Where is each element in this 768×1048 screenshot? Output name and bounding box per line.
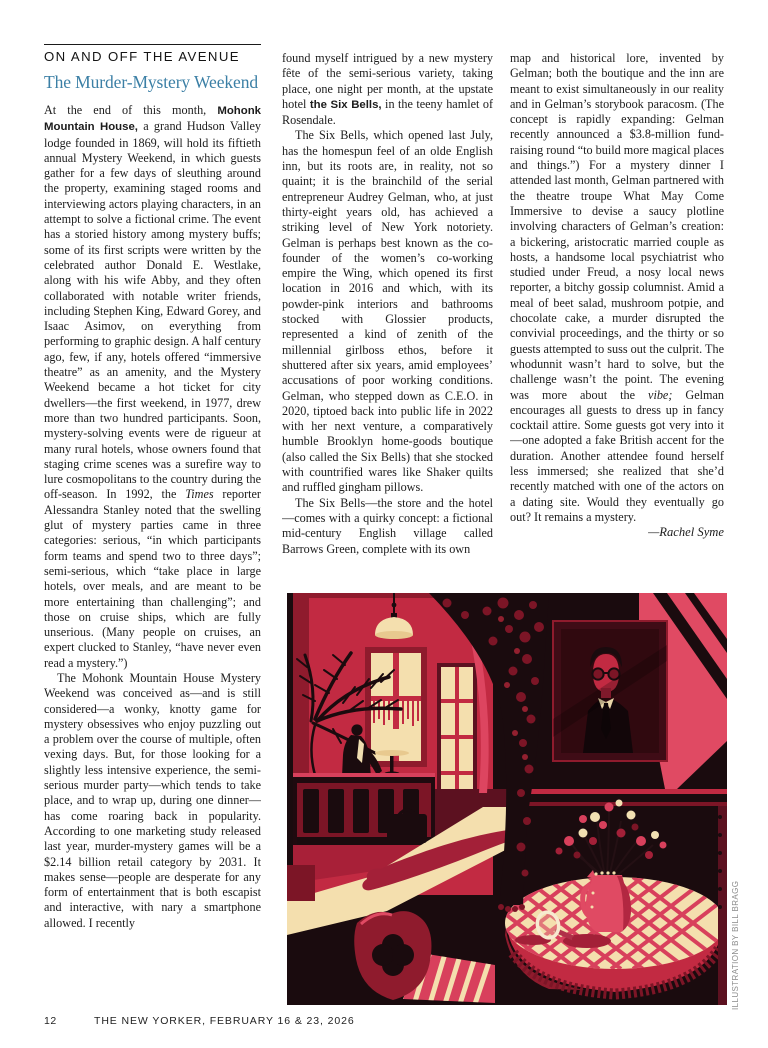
briefcase-icon: [387, 810, 427, 843]
column-1: [44, 44, 261, 1002]
page-number: 12: [44, 1015, 57, 1027]
paragraph-text: found myself intrigued by a new mystery fête of the semi-serious variety, taking place, one night per month, at the upstate hotel: [282, 51, 493, 111]
paragraph-text: map and historical lore, invented by Gelman; both the boutique and the inn are meant to exist simultaneously in our reality and in Gelman’s storybook paracosm. (The concept is rapidly expanding: Gelman recently announced a $3.8-million fund-raising round “to build more magical places and things.”) For a mystery dinner I attended last month, Gelman partnered with the theatre troupe What May Come Immersive to devise a saucy plotline involving characters of Gelman’s creation: a bickering, aristocratic married couple as hosts, a handsome local psychiatrist who studied under Freud, a nosy local news reporter, a bitchy gossip columnist. Amid a meal of beet salad, mushroom potpie, and chocolate cake, a murder disrupted the convivial proceedings, and the thirty or so guests attempted to suss out the culprit. The whodunnit wasn’t hard to solve, but the challenge wasn’t the point. The evening was more about the: [510, 51, 724, 402]
magazine-name-date: THE NEW YORKER, FEBRUARY 16 & 23, 2026: [94, 1015, 355, 1027]
byline: —Rachel Syme: [648, 525, 724, 540]
vibe-italic: vibe;: [648, 387, 673, 402]
article-paragraph: [282, 51, 493, 128]
section-rule: [44, 44, 261, 45]
wainscot-rail: [525, 789, 727, 806]
article-paragraph: [510, 51, 724, 525]
article-paragraph: The Mohonk Mountain House Mystery Weekend was conceived as—and is still considered—a wonky, knotty game for mystery obsessives who enjoy puzzling out a problem over the course of multiple, often vexing days. But, for those looking for a slightly less intensive experience, the semi-serious murder party—which tends to take place, and to wrap up, during one dinner—has come roaring back in popularity. According to one marketing study released last year, murder-mystery games will be a $2.14 billion retail category by 2031. It makes sense—people are desperate for any form of entertainment that is both escapist and interactive, with nary a smartphone allowed. I recently: [44, 670, 261, 930]
paragraph-text: Gelman encourages all guests to dress up in fancy cocktail attire. Some guests got very into it—one adopted a fake British accent for the duration. Another attendee found herself less immersed; she realized that she’d recently matched with one of the actors on a dating site. Would they eventually go out? It remains a mystery.: [510, 387, 724, 524]
paragraph-text: a grand Hudson Valley lodge founded in 1869, will hold its fiftieth annual Mystery Weekend, in which guests gather for a few days of sleuthing around the property, examining staged rooms and interviewing actors playing characters, in an attempt to solve a fictional crime. The event has a storied history among mystery buffs; some of its first scripts were written by the celebrated author Donald E. Westlake, along with his wife Abby, and they often collaborated with notable writer friends, including Stephen King, Edward Gorey, and Isaac Asimov, on everything from performing to graphic design. A half century ago, few, if any, hotels offered “immersive theatre” as an amenity, and the Mystery Weekend became a hot ticket for city dwellers—the first weekend, in 1977, drew more than two hundred participants. Soon, mystery-solving events were de rigueur at many rural hotels, whose owners found that staging crime scenes was a surefire way to lure cosmopolitans to the country during the off-season. In 1992, the: [44, 119, 261, 502]
paragraph-text: At the end of this month,: [44, 103, 218, 117]
article-paragraph: [44, 103, 261, 671]
right-curtain-strip: [718, 806, 727, 1005]
article-paragraph: The Six Bells—the store and the hotel—comes with a quirky concept: a fictional mid-century English village called Barrows Green, complete with its own: [282, 495, 493, 556]
article-paragraph: The Six Bells, which opened last July, has the homespun feel of an olde English inn, but its roots are, in reality, not so quaint; it is the brainchild of the serial entrepreneur Audrey Gelman, who, at just thirty-eight years old, has achieved a striking level of New York notoriety. Gelman is perhaps best known as the co-founder of the women’s co-working empire the Wing, which opened its first location in 2016 and which, with its powder-pink interiors and bathrooms stocked with Glossier products, represented a kind of zenith of the millennial girlboss ethos, before it shuttered after six years, amid employees’ accusations of poor working conditions. Gelman, who stepped down as C.E.O. in 2020, tiptoed back into public life in 2022 with her next venture, a comparatively humble Brooklyn home-goods boutique (also called the Six Bells) that she stocked with countrified wares like Shaker quilts and ruffled gingham pillows.: [282, 128, 493, 495]
column-3: [510, 51, 724, 589]
hotel-lobby-illustration: [287, 593, 727, 1005]
paragraph-text: in the teeny hamlet of Rosendale.: [282, 96, 493, 128]
publication-italic: Times: [185, 487, 214, 502]
venue-name-bold: the Six Bells,: [309, 98, 382, 111]
paragraph-text: reporter Alessandra Stanley noted that the swelling glut of mystery parties came in three categories: serious, “in which participants form teams and spend two to three days”; semi-serious, which “take place in large hotels, over meals, and are meant to be more entertaining than challenging”; and those on cruise ships, which are fully unserious. (Many people on cruises, an expert clucked to Stanley, “have never even read a mystery.”): [44, 487, 261, 670]
desk-base-shadow: [287, 865, 315, 901]
portrait-painting: [553, 621, 667, 761]
section-rubric: ON AND OFF THE AVENUE: [44, 49, 240, 64]
venue-name-bold: Mohonk Mountain House,: [44, 105, 261, 134]
hotel-lobby-illustration-svg: [287, 593, 727, 1005]
illustration-credit: ILLUSTRATION BY BILL BRAGG: [731, 880, 740, 1010]
column-2: [282, 51, 493, 580]
page-footer: [44, 1015, 734, 1027]
article-title: The Murder-Mystery Weekend: [44, 72, 258, 92]
